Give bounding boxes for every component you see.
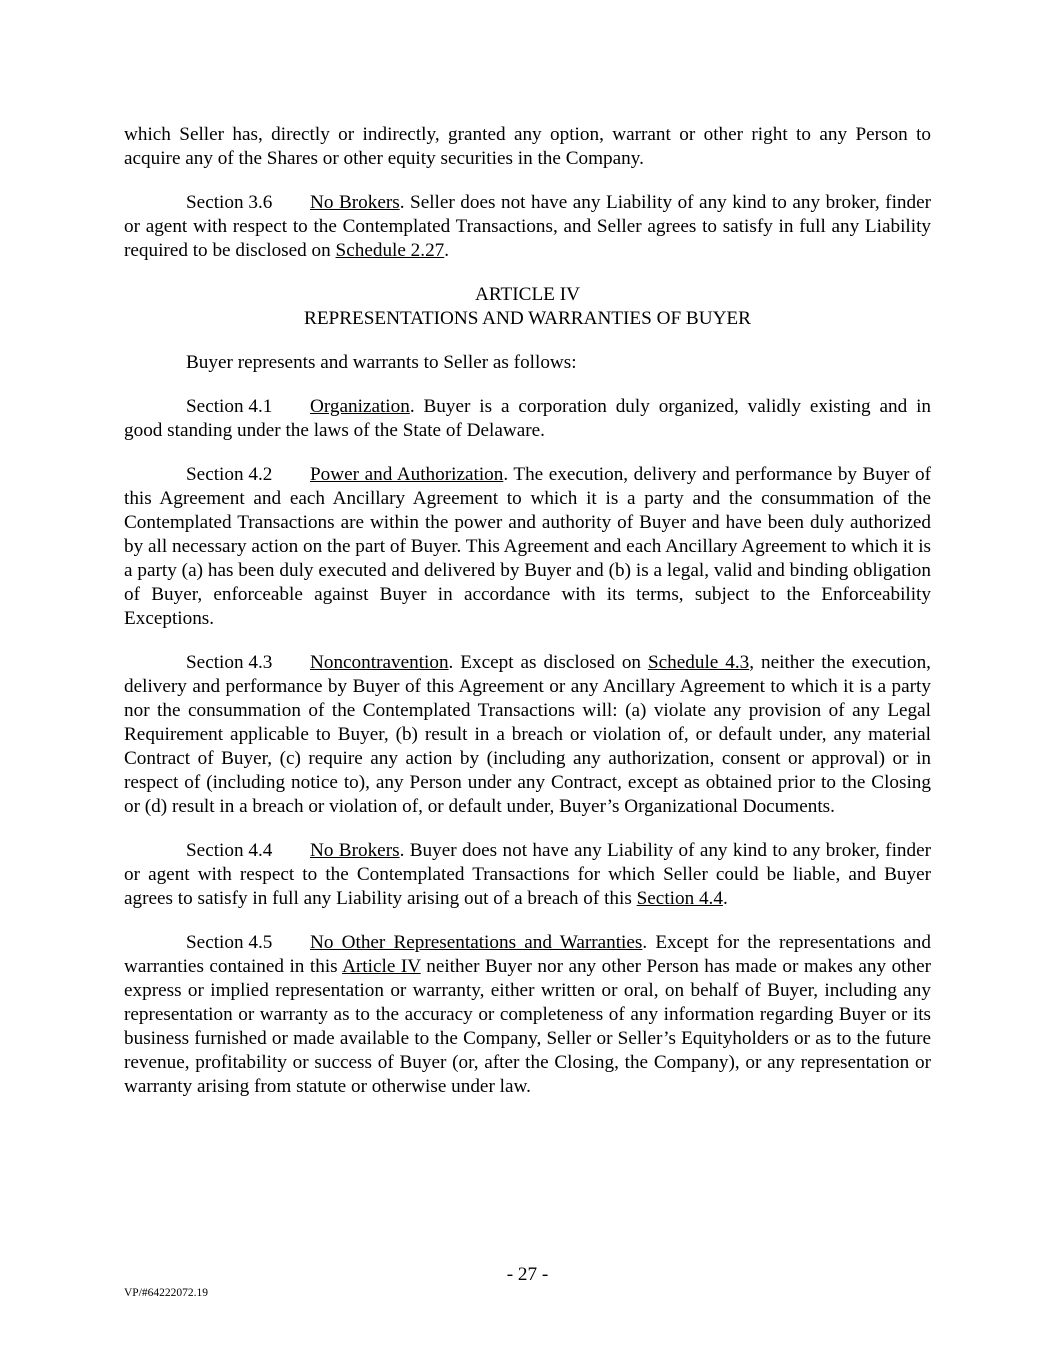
section-heading: No Brokers — [310, 840, 400, 861]
section-label: Section 4.2 — [186, 464, 273, 485]
section-label: Section 4.1 — [186, 396, 273, 417]
intro-paragraph: Buyer represents and warrants to Seller as follows: — [186, 352, 577, 373]
section-4-1-paragraph — [124, 395, 931, 443]
document-id: VP/#64222072.19 — [124, 1287, 209, 1299]
section-4-5-paragraph — [124, 931, 931, 1099]
section-text: . Except as disclosed on — [448, 652, 648, 673]
continuation-paragraph: which Seller has, directly or indirectly, granted any option, warrant or other right to any Person to acquire any of the Shares or other equity securities in the Company. — [124, 124, 931, 169]
section-3-6-paragraph — [124, 191, 931, 263]
section-4-3-paragraph — [124, 651, 931, 819]
section-label: Section 3.6 — [186, 192, 273, 213]
section-heading: Organization — [310, 396, 410, 417]
section-heading: No Other Representations and Warranties — [310, 932, 643, 953]
section-text: . Buyer does not have any Liability of any kind to any broker, finder or agent with respect to the Contemplated Transactions for which Seller could be liable, and Buyer agrees to satisfy in full any Liability arising out of a breach of this — [124, 840, 931, 909]
section-4-2-paragraph — [124, 463, 931, 631]
section-text: . The execution, delivery and performance by Buyer of this Agreement and each Ancillary Agreement to which it is a party and the consummation of the Contemplated Transactions are within the power and authority of Buyer and have been duly authorized by all necessary action on the part of Buyer. This Agreement and each Ancillary Agreement to which it is a party (a) has been duly executed and delivered by Buyer and (b) is a legal, valid and binding obligation of Buyer, enforceable against Buyer in accordance with its terms, subject to the Enforceability Exceptions. — [124, 464, 931, 629]
section-text-end: . — [722, 888, 728, 909]
article-reference: Article IV — [342, 956, 421, 977]
section-label: Section 4.4 — [186, 840, 273, 861]
page-number: - 27 - — [506, 1264, 549, 1285]
schedule-reference: Schedule 2.27 — [335, 240, 445, 261]
section-reference: Section 4.4 — [636, 888, 723, 909]
section-heading: Noncontravention — [310, 652, 449, 673]
schedule-reference: Schedule 4.3 — [647, 652, 750, 673]
section-text: . Except for the representations and warranties contained in this — [124, 932, 931, 977]
section-heading: Power and Authorization — [310, 464, 504, 485]
article-heading — [124, 283, 931, 331]
section-text: . Buyer is a corporation duly organized, validly existing and in good standing under the laws of the State of Delaware. — [124, 396, 931, 441]
document-body — [124, 123, 931, 1119]
article-title: REPRESENTATIONS AND WARRANTIES OF BUYER — [304, 308, 751, 329]
section-heading: No Brokers — [310, 192, 400, 213]
section-label: Section 4.3 — [186, 652, 273, 673]
section-text: . Seller does not have any Liability of any kind to any broker, finder or agent with respect to the Contemplated Transactions, and Seller agrees to satisfy in full any Liability required to be disclosed on — [124, 192, 931, 261]
article-number: ARTICLE IV — [475, 284, 580, 305]
section-label: Section 4.5 — [186, 932, 273, 953]
section-text-end: , neither the execution, delivery and performance by Buyer of this Agreement or any Ancillary Agreement to which it is a party nor the consummation of the Contemplated Transactions will: (a) violate any provision of any Legal Requirement applicable to Buyer, (b) result in a breach or violation of, or default under, any material Contract of Buyer, (c) require any action by (including any authorization, consent or approval) or in respect of (including notice to), any Person under any Contract, except as obtained prior to the Closing or (d) result in a breach or violation of, or default under, Buyer’s Organizational Documents. — [124, 652, 931, 817]
section-text-end: neither Buyer nor any other Person has made or makes any other express or implied representation or warranty, either written or oral, on behalf of Buyer, including any representation or warranty as to the accuracy or completeness of any information regarding Buyer or its business furnished or made available to the Company, Seller or Seller’s Equityholders or as to the future revenue, profitability or success of Buyer (or, after the Closing, the Company), or any representation or warranty arising from statute or otherwise under law. — [124, 956, 932, 1097]
section-text-end: . — [444, 240, 450, 261]
section-4-4-paragraph — [124, 839, 931, 911]
